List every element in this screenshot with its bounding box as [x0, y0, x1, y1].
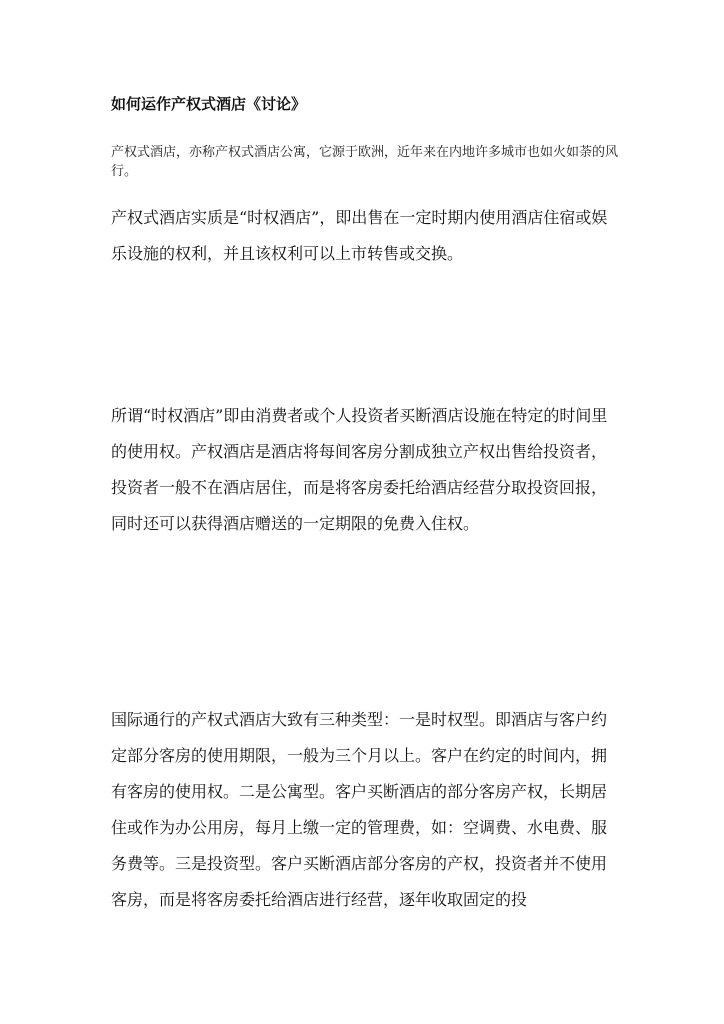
body-paragraph-1: 产权式酒店实质是“时权酒店”，即出售在一定时期内使用酒店住宿或娱乐设施的权利，并且该权利可以上市转售或交换。: [111, 208, 608, 263]
intro-paragraph: 产权式酒店，亦称产权式酒店公寓，它源于欧洲，近年来在内地许多城市也如火如荼的风行。: [111, 145, 619, 179]
body-paragraph-3: 国际通行的产权式酒店大致有三种类型：一是时权型。即酒店与客户约定部分客房的使用期限，一般为三个月以上。客户在约定的时间内，拥有客房的使用权。二是公寓型。客户买断酒店的部分客房产权，长期居住或作为办公用房，每月上缴一定的管理费，如：空调费、水电费、服务费等。三是投资型。客户买断酒店部分客房的产权，投资者并不使用客房，而是将客房委托给酒店进行经营，逐年收取固定的投: [111, 710, 608, 909]
document-title: 如何运作产权式酒店《讨论》: [111, 95, 307, 113]
body-paragraph-2: 所谓“时权酒店”即由消费者或个人投资者买断酒店设施在特定的时间里的使用权。产权酒店是酒店将每间客房分割成独立产权出售给投资者，投资者一般不在酒店居住，而是将客房委托给酒店经营分取投资回报，同时还可以获得酒店赠送的一定期限的免费入住权。: [111, 406, 608, 533]
